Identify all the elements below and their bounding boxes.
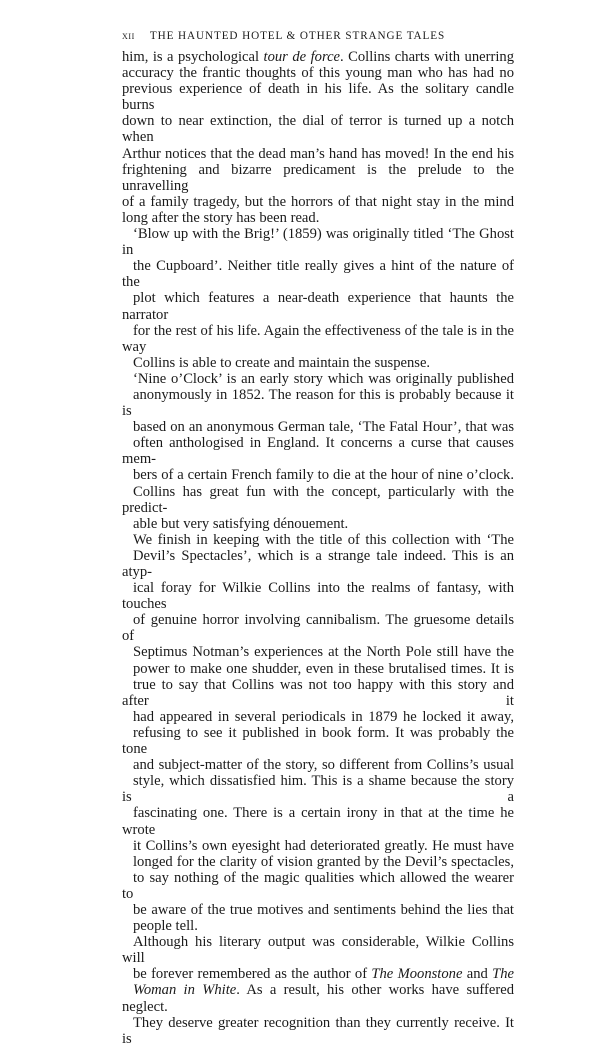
running-head [122,28,514,46]
text-line: plot which features a near-death experience that haunts the narrator [122,290,514,323]
text-line: style, which dissatisfied him. This is a shame because the story is a [122,773,514,806]
text-line: Collins has great fun with the concept, particularly with the predict- [122,483,514,516]
paragraph [122,371,514,532]
text-line: refusing to see it published in book form. It was probably the tone [122,724,514,758]
text-line: Although his literary output was considerable, Wilkie Collins will [122,934,514,967]
italic-title: The [492,966,514,983]
text-line: down to near extinction, the dial of terror is turned up a notch when [122,113,514,146]
italic-title: tour de force [263,49,341,65]
text-line: frightening and bizarre predicament is the prelude to the unravelling [122,161,514,194]
text-line: accuracy the frantic thoughts of this young man who has had no [122,65,514,82]
book-page [122,28,514,1047]
text-line: power to make one shudder, even in these brutalised times. It is [133,660,514,677]
text-line: fascinating one. There is a certain irony in that at the time he wrote [122,805,514,838]
italic-title: Woman in White [133,982,237,999]
text-line: previous experience of death in his life. As the solitary candle burns [122,81,514,114]
text-line: We finish in keeping with the title of this collection with ‘The [133,531,514,548]
paragraph [122,532,514,934]
text-line: anonymously in 1852. The reason for this is probably because it is [122,386,514,420]
italic-title: The Moonstone [371,966,463,983]
text-line: people tell. [133,918,198,935]
text-line: based on an anonymous German tale, ‘The Fatal Hour’, that was [133,419,514,436]
text-line: longed for the clarity of vision granted by the Devil’s spectacles, [133,853,514,870]
text-line: be aware of the true motives and sentiments behind the lies that [133,901,514,918]
text-line: of a family tragedy, but the horrors of that night stay in the mind [122,193,514,210]
text-line: They deserve greater recognition than they currently receive. It is [122,1014,514,1047]
text-line: the Cupboard’. Neither title really gives a hint of the nature of the [122,258,514,291]
text-line: be forever remembered as the author of The Moonstone and The [133,966,514,983]
text-line: true to say that Collins was not too happy with this story and after it [122,676,514,709]
text-line: often anthologised in England. It concerns a curse that causes mem- [122,435,514,468]
text-line: long after the story has been read. [122,209,320,226]
text-line: had appeared in several periodicals in 1879 he locked it away, [133,708,514,725]
paragraph [122,226,514,371]
text-line: Collins is able to create and maintain the suspense. [133,354,431,371]
text-line: Arthur notices that the dead man’s hand has moved! In the end his [122,145,514,162]
text-line: ical foray for Wilkie Collins into the realms of fantasy, with touches [122,580,514,613]
text-line: him, is a psychological tour de force. Collins charts with unerring [122,49,514,65]
text-line: ‘Blow up with the Brig!’ (1859) was originally titled ‘The Ghost in [122,226,514,259]
text-line: Septimus Notman’s experiences at the North Pole still have the [133,644,514,661]
text-line: it Collins’s own eyesight had deteriorated greatly. He must have [133,837,514,854]
text-line: to say nothing of the magic qualities which allowed the wearer to [122,869,514,902]
book-title-header: THE HAUNTED HOTEL & OTHER STRANGE TALES [149,30,446,42]
text-line: able but very satisfying dénouement. [133,515,349,532]
text-line: bers of a certain French family to die at the hour of nine o’clock. [133,467,514,484]
paragraph [122,49,514,226]
text-line: and subject-matter of the story, so different from Collins’s usual [133,757,514,774]
text-line: ‘Nine o’Clock’ is an early story which was originally published [133,370,514,387]
paragraph [122,934,514,1047]
text-line: Woman in White. As a result, his other works have suffered neglect. [122,982,514,1015]
page-number: xii [122,28,135,42]
body-text [122,49,514,1047]
text-line: Devil’s Spectacles’, which is a strange tale indeed. This is an atyp- [122,547,514,580]
text-line: of genuine horror involving cannibalism. The gruesome details of [122,612,514,645]
text-line: for the rest of his life. Again the effectiveness of the tale is in the way [122,322,514,355]
